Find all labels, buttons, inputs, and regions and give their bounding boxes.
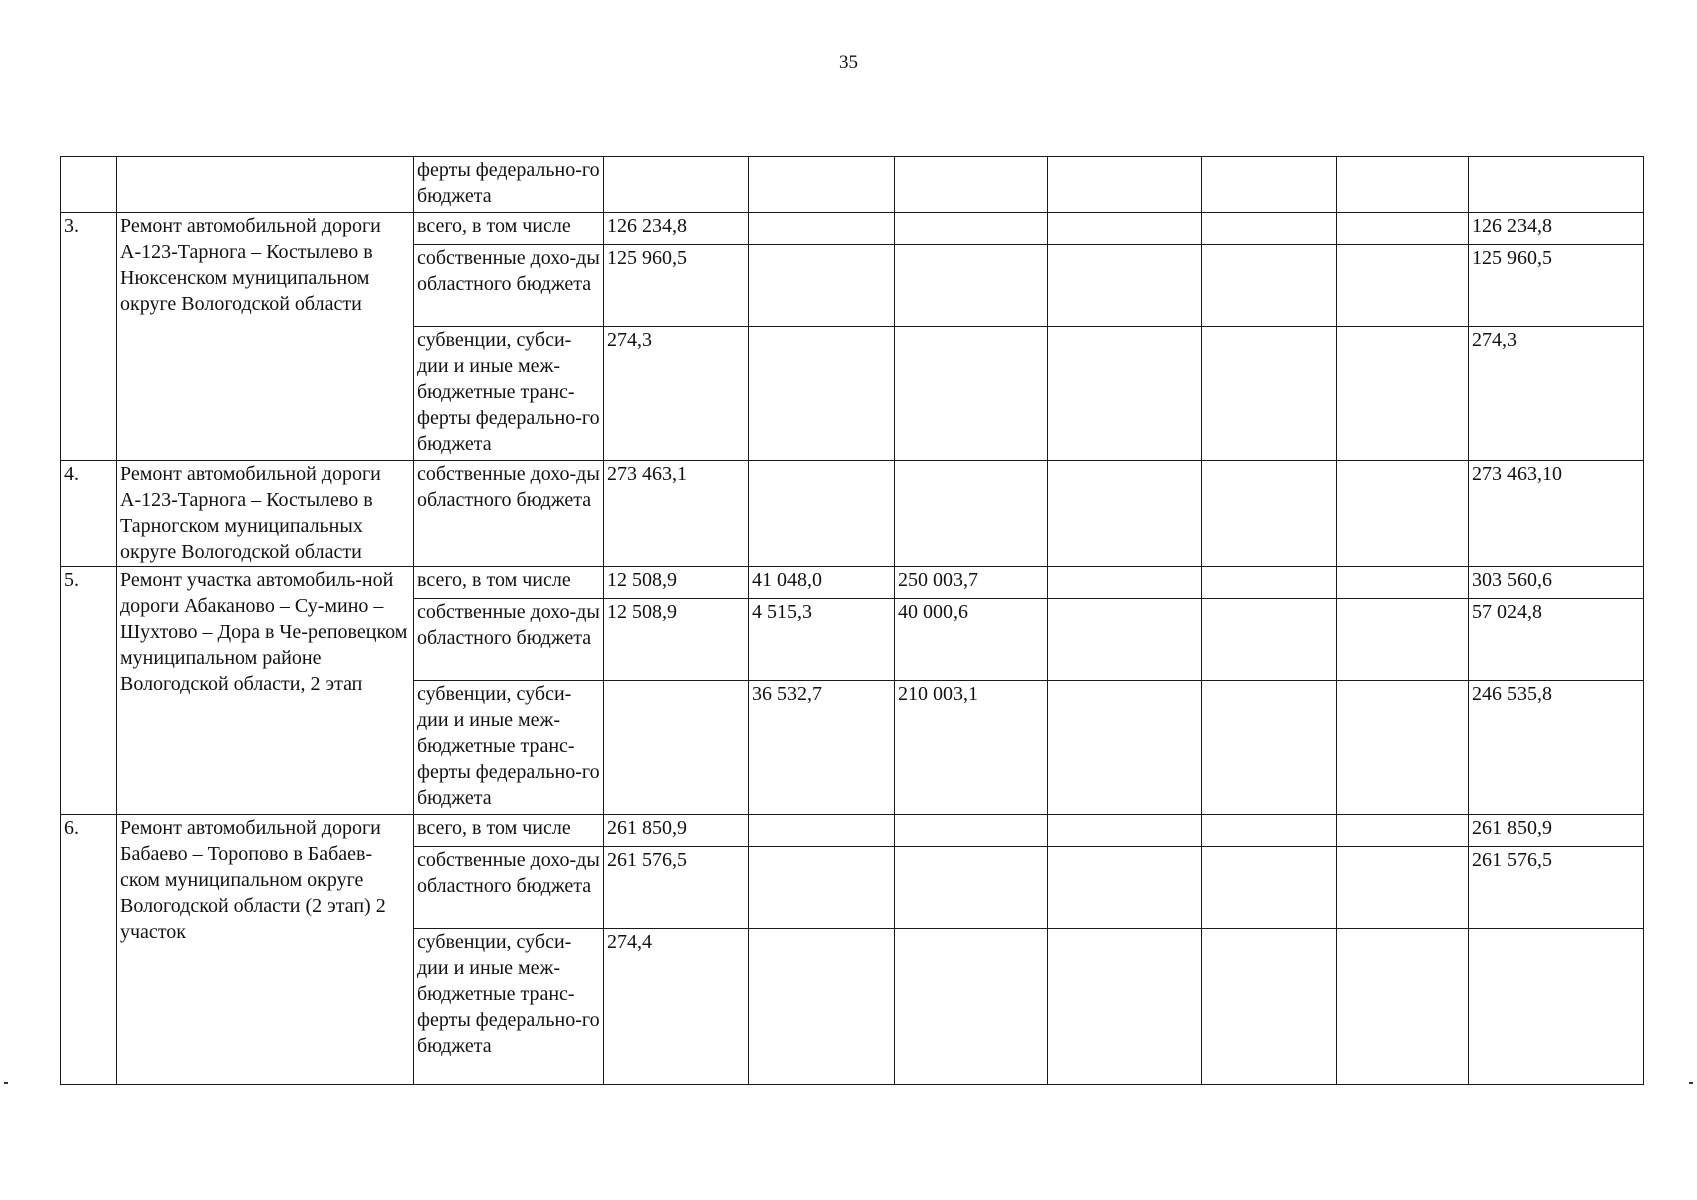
cell-source: собственные дохо-ды областного бюджета [414, 847, 604, 929]
cell-value: 126 234,8 [604, 213, 749, 245]
cell-value [749, 327, 895, 461]
cell-value [1202, 245, 1337, 327]
cell-value [1337, 327, 1469, 461]
cell-value [1202, 929, 1337, 1085]
cell-source: субвенции, субси-дии и иные меж-бюджетные транс-ферты федерально-го бюджета [414, 327, 604, 461]
cell-total: 126 234,8 [1469, 213, 1644, 245]
cell-total [1469, 929, 1644, 1085]
cell-value [1202, 213, 1337, 245]
scan-mark [4, 1082, 8, 1084]
cell-source: собственные дохо-ды областного бюджета [414, 599, 604, 681]
cell-total: 303 560,6 [1469, 567, 1644, 599]
cell-value [1337, 157, 1469, 213]
cell-total: 57 024,8 [1469, 599, 1644, 681]
cell-value [1202, 815, 1337, 847]
cell-total: 261 850,9 [1469, 815, 1644, 847]
cell-value [1202, 157, 1337, 213]
cell-value [1048, 929, 1202, 1085]
cell-name: Ремонт автомобильной дороги Бабаево – Торопово в Бабаев-ском муниципальном округе Вологодской области (2 этап) 2 участок [117, 815, 414, 1085]
table-row [61, 461, 1644, 567]
cell-value [1048, 681, 1202, 815]
cell-total: 246 535,8 [1469, 681, 1644, 815]
cell-name: Ремонт участка автомобиль-ной дороги Абаканово – Су-мино – Шухтово – Дора в Че-реповецком муниципальном районе Вологодской области, 2 этап [117, 567, 414, 815]
table-body [61, 157, 1644, 1085]
cell-value [895, 815, 1048, 847]
cell-value [1337, 681, 1469, 815]
cell-value [749, 213, 895, 245]
cell-num: 5. [61, 567, 117, 815]
table-row [61, 157, 1644, 213]
cell-value: 125 960,5 [604, 245, 749, 327]
cell-value [895, 245, 1048, 327]
cell-num: 3. [61, 213, 117, 461]
cell-total: 273 463,10 [1469, 461, 1644, 567]
cell-value [1202, 599, 1337, 681]
cell-value: 210 003,1 [895, 681, 1048, 815]
cell-value [749, 847, 895, 929]
cell-value [1048, 599, 1202, 681]
cell-value [895, 213, 1048, 245]
cell-value [1048, 461, 1202, 567]
cell-name: Ремонт автомобильной дороги А-123-Тарнога – Костылево в Тарногском муниципальных округе Вологодской области [117, 461, 414, 567]
cell-source: субвенции, субси-дии и иные меж-бюджетные транс-ферты федерально-го бюджета [414, 929, 604, 1085]
cell-value [1048, 157, 1202, 213]
cell-value [1048, 847, 1202, 929]
cell-value [1048, 567, 1202, 599]
cell-value [1202, 461, 1337, 567]
cell-value [1048, 245, 1202, 327]
cell-value [1337, 567, 1469, 599]
cell-source: всего, в том числе [414, 213, 604, 245]
table-row [61, 567, 1644, 599]
cell-value [1337, 213, 1469, 245]
cell-value [749, 461, 895, 567]
cell-num: 4. [61, 461, 117, 567]
page-number: 35 [839, 52, 858, 73]
cell-value [604, 681, 749, 815]
cell-value: 273 463,1 [604, 461, 749, 567]
cell-value [1337, 847, 1469, 929]
cell-num: 6. [61, 815, 117, 1085]
cell-value [749, 157, 895, 213]
cell-source: всего, в том числе [414, 815, 604, 847]
cell-value [895, 847, 1048, 929]
cell-value: 40 000,6 [895, 599, 1048, 681]
cell-num [61, 157, 117, 213]
cell-value [1469, 157, 1644, 213]
cell-value [1337, 815, 1469, 847]
cell-source: субвенции, субси-дии и иные меж-бюджетные транс-ферты федерально-го бюджета [414, 681, 604, 815]
cell-source: собственные дохо-ды областного бюджета [414, 245, 604, 327]
cell-value [895, 929, 1048, 1085]
cell-value: 274,4 [604, 929, 749, 1085]
cell-value [749, 815, 895, 847]
cell-value: 274,3 [604, 327, 749, 461]
cell-value [1337, 461, 1469, 567]
cell-value: 261 576,5 [604, 847, 749, 929]
cell-value: 12 508,9 [604, 567, 749, 599]
cell-source: ферты федерально-го бюджета [414, 157, 604, 213]
cell-value [1202, 847, 1337, 929]
cell-value [1202, 681, 1337, 815]
cell-value: 250 003,7 [895, 567, 1048, 599]
cell-source: всего, в том числе [414, 567, 604, 599]
table-row [61, 213, 1644, 245]
cell-value [1048, 213, 1202, 245]
cell-value [1048, 327, 1202, 461]
cell-source: собственные дохо-ды областного бюджета [414, 461, 604, 567]
cell-value [749, 929, 895, 1085]
cell-total: 125 960,5 [1469, 245, 1644, 327]
cell-value [895, 327, 1048, 461]
cell-value [895, 157, 1048, 213]
cell-value [1337, 245, 1469, 327]
cell-name: Ремонт автомобильной дороги А-123-Тарнога – Костылево в Нюксенском муниципальном округе Вологодской области [117, 213, 414, 461]
cell-name [117, 157, 414, 213]
cell-total: 261 576,5 [1469, 847, 1644, 929]
cell-value [1202, 567, 1337, 599]
cell-value: 41 048,0 [749, 567, 895, 599]
cell-value: 36 532,7 [749, 681, 895, 815]
cell-value [1337, 599, 1469, 681]
cell-value: 4 515,3 [749, 599, 895, 681]
cell-value [604, 157, 749, 213]
cell-value [895, 461, 1048, 567]
scan-mark [1689, 1082, 1693, 1084]
cell-value: 261 850,9 [604, 815, 749, 847]
cell-value: 12 508,9 [604, 599, 749, 681]
cell-value [1048, 815, 1202, 847]
cell-total: 274,3 [1469, 327, 1644, 461]
cell-value [749, 245, 895, 327]
cell-value [1337, 929, 1469, 1085]
table-row [61, 815, 1644, 847]
cell-value [1202, 327, 1337, 461]
budget-table [60, 156, 1644, 1085]
